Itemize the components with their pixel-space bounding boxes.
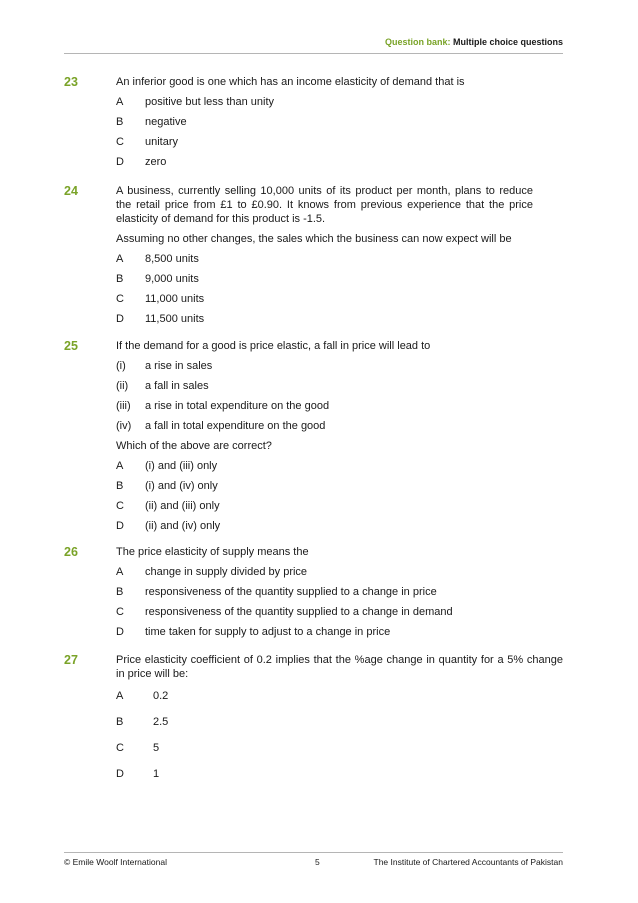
option-d xyxy=(116,312,563,326)
option-b xyxy=(116,585,563,599)
option-text: (i) and (iv) only xyxy=(145,480,218,492)
statement-text: a rise in sales xyxy=(145,360,213,372)
question-number: 24 xyxy=(64,184,78,198)
option-b xyxy=(116,715,563,729)
option-text: time taken for supply to adjust to a change in price xyxy=(145,626,391,638)
option-text: 0.2 xyxy=(153,690,169,702)
statement-i xyxy=(116,359,563,373)
question-text: If the demand for a good is price elastic, a fall in price will lead to xyxy=(116,340,431,352)
footer-copyright: © Emile Woolf International xyxy=(64,857,167,867)
option-b xyxy=(116,115,563,129)
option-d xyxy=(116,625,563,639)
question-text: Price elasticity coefficient of 0.2 implies that the %age change in quantity for a 5% change in price will be: xyxy=(116,654,563,680)
option-text: 11,000 units xyxy=(145,293,205,305)
question-number: 23 xyxy=(64,75,78,89)
header-label: Question bank: xyxy=(384,37,451,47)
option-a xyxy=(116,459,563,473)
option-text: 9,000 units xyxy=(145,273,199,285)
option-text: 1 xyxy=(153,768,160,780)
option-label: D xyxy=(116,768,124,780)
statement-label: (i) xyxy=(116,360,126,372)
option-label: B xyxy=(116,586,124,598)
option-b xyxy=(116,272,563,286)
option-text: zero xyxy=(145,156,167,168)
option-c xyxy=(116,292,563,306)
option-label: B xyxy=(116,116,124,128)
option-label: D xyxy=(116,520,124,532)
question-27 xyxy=(64,653,563,781)
statement-iv xyxy=(116,419,563,433)
option-text: (ii) and (iii) only xyxy=(145,500,220,512)
option-text: negative xyxy=(145,116,187,128)
question-25 xyxy=(64,339,563,533)
option-label: C xyxy=(116,293,124,305)
question-number: 25 xyxy=(64,339,78,353)
option-text: (ii) and (iv) only xyxy=(145,520,221,532)
statement-label: (iii) xyxy=(116,400,131,412)
option-d xyxy=(116,519,563,533)
option-c xyxy=(116,741,563,755)
option-label: A xyxy=(116,96,124,108)
option-label: D xyxy=(116,156,124,168)
question-text: An inferior good is one which has an income elasticity of demand that is xyxy=(116,76,465,88)
option-text: change in supply divided by price xyxy=(145,566,308,578)
question-text: The price elasticity of supply means the xyxy=(116,546,309,558)
statement-text: a fall in total expenditure on the good xyxy=(145,420,326,432)
option-label: C xyxy=(116,606,124,618)
option-a xyxy=(116,565,563,579)
question-text: A business, currently selling 10,000 units of its product per month, plans to reduce the retail price from £1 to £0.90. It knows from previous experience that the price elasticity of demand for this product is -1.5. xyxy=(116,185,533,225)
option-text: 5 xyxy=(153,742,160,754)
option-text: 11,500 units xyxy=(145,313,205,325)
option-text: (i) and (iii) only xyxy=(145,460,218,472)
option-label: D xyxy=(116,626,124,638)
option-label: A xyxy=(116,690,124,702)
option-text: 8,500 units xyxy=(145,253,199,265)
question-number: 27 xyxy=(64,653,78,667)
option-text: responsiveness of the quantity supplied to a change in price xyxy=(145,586,437,598)
page-header xyxy=(64,32,563,54)
option-b xyxy=(116,479,563,493)
option-text: positive but less than unity xyxy=(145,96,275,108)
statement-iii xyxy=(116,399,563,413)
footer-page-number: 5 xyxy=(315,857,320,867)
option-c xyxy=(116,135,563,149)
option-c xyxy=(116,605,563,619)
option-a xyxy=(116,689,563,703)
option-label: C xyxy=(116,742,124,754)
option-label: C xyxy=(116,500,124,512)
option-d xyxy=(116,155,563,169)
header-text xyxy=(385,37,563,47)
question-23 xyxy=(64,75,563,169)
option-label: B xyxy=(116,273,124,285)
option-label: B xyxy=(116,716,124,728)
option-text: 2.5 xyxy=(153,716,169,728)
option-text: unitary xyxy=(145,136,179,148)
footer-institute: The Institute of Chartered Accountants of Pakistan xyxy=(373,857,563,867)
option-a xyxy=(116,252,563,266)
question-subtext: Which of the above are correct? xyxy=(116,440,272,452)
option-label: C xyxy=(116,136,124,148)
question-24 xyxy=(64,184,563,326)
question-number: 26 xyxy=(64,545,78,559)
question-26 xyxy=(64,545,563,639)
option-label: D xyxy=(116,313,124,325)
statement-text: a fall in sales xyxy=(145,380,209,392)
option-a xyxy=(116,95,563,109)
option-label: A xyxy=(116,253,124,265)
option-label: B xyxy=(116,480,124,492)
question-subtext: Assuming no other changes, the sales which the business can now expect will be xyxy=(116,233,512,245)
option-text: responsiveness of the quantity supplied to a change in demand xyxy=(145,606,453,618)
option-label: A xyxy=(116,460,124,472)
header-title: Multiple choice questions xyxy=(452,37,563,47)
statement-text: a rise in total expenditure on the good xyxy=(145,400,330,412)
option-d xyxy=(116,767,563,781)
statement-ii xyxy=(116,379,563,393)
option-c xyxy=(116,499,563,513)
page-footer xyxy=(64,852,563,872)
option-label: A xyxy=(116,566,124,578)
statement-label: (iv) xyxy=(116,420,132,432)
statement-label: (ii) xyxy=(116,380,129,392)
